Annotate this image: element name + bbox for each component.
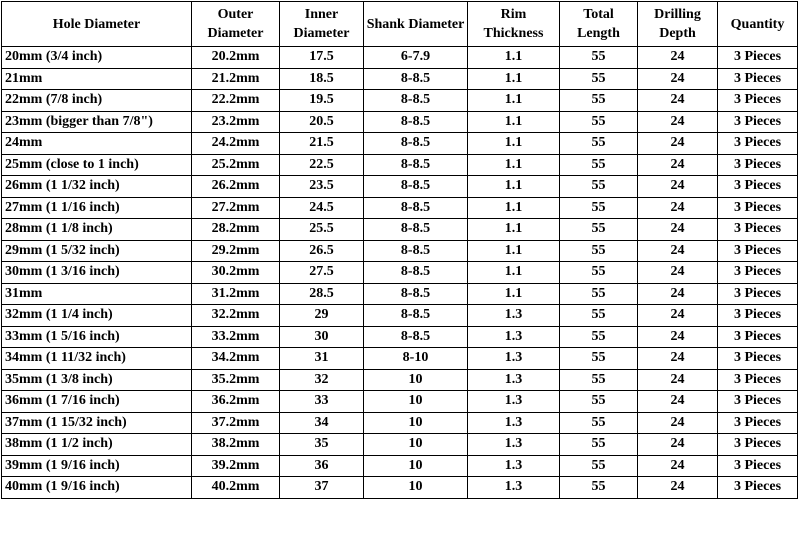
cell-total-length: 55 xyxy=(560,111,638,133)
cell-inner-diameter: 19.5 xyxy=(280,90,364,112)
table-row xyxy=(2,47,798,69)
cell-quantity: 3 Pieces xyxy=(718,434,798,456)
cell-drilling-depth: 24 xyxy=(638,348,718,370)
table-row xyxy=(2,90,798,112)
cell-rim-thickness: 1.1 xyxy=(468,197,560,219)
table-row xyxy=(2,219,798,241)
cell-outer-diameter: 31.2mm xyxy=(192,283,280,305)
cell-drilling-depth: 24 xyxy=(638,111,718,133)
cell-shank-diameter: 10 xyxy=(364,412,468,434)
table-row xyxy=(2,154,798,176)
cell-drilling-depth: 24 xyxy=(638,262,718,284)
cell-rim-thickness: 1.1 xyxy=(468,219,560,241)
cell-outer-diameter: 34.2mm xyxy=(192,348,280,370)
cell-inner-diameter: 28.5 xyxy=(280,283,364,305)
cell-drilling-depth: 24 xyxy=(638,176,718,198)
cell-hole-diameter: 31mm xyxy=(2,283,192,305)
cell-outer-diameter: 32.2mm xyxy=(192,305,280,327)
cell-total-length: 55 xyxy=(560,176,638,198)
cell-drilling-depth: 24 xyxy=(638,391,718,413)
cell-total-length: 55 xyxy=(560,68,638,90)
cell-hole-diameter: 34mm (1 11/32 inch) xyxy=(2,348,192,370)
cell-quantity: 3 Pieces xyxy=(718,176,798,198)
cell-hole-diameter: 39mm (1 9/16 inch) xyxy=(2,455,192,477)
cell-shank-diameter: 10 xyxy=(364,477,468,499)
table-body xyxy=(2,47,798,499)
cell-quantity: 3 Pieces xyxy=(718,477,798,499)
cell-quantity: 3 Pieces xyxy=(718,111,798,133)
cell-inner-diameter: 33 xyxy=(280,391,364,413)
header-drilling-depth: Drilling Depth xyxy=(638,2,718,47)
cell-quantity: 3 Pieces xyxy=(718,197,798,219)
cell-hole-diameter: 40mm (1 9/16 inch) xyxy=(2,477,192,499)
cell-outer-diameter: 24.2mm xyxy=(192,133,280,155)
cell-total-length: 55 xyxy=(560,240,638,262)
cell-total-length: 55 xyxy=(560,455,638,477)
header-outer-diameter: Outer Diameter xyxy=(192,2,280,47)
cell-total-length: 55 xyxy=(560,133,638,155)
cell-quantity: 3 Pieces xyxy=(718,412,798,434)
header-rim-thickness: Rim Thickness xyxy=(468,2,560,47)
cell-drilling-depth: 24 xyxy=(638,197,718,219)
cell-shank-diameter: 10 xyxy=(364,391,468,413)
table-row xyxy=(2,326,798,348)
cell-total-length: 55 xyxy=(560,477,638,499)
cell-rim-thickness: 1.1 xyxy=(468,176,560,198)
cell-hole-diameter: 27mm (1 1/16 inch) xyxy=(2,197,192,219)
cell-quantity: 3 Pieces xyxy=(718,219,798,241)
cell-hole-diameter: 25mm (close to 1 inch) xyxy=(2,154,192,176)
header-shank-diameter: Shank Diameter xyxy=(364,2,468,47)
cell-quantity: 3 Pieces xyxy=(718,391,798,413)
cell-drilling-depth: 24 xyxy=(638,68,718,90)
cell-outer-diameter: 29.2mm xyxy=(192,240,280,262)
cell-shank-diameter: 8-8.5 xyxy=(364,176,468,198)
cell-total-length: 55 xyxy=(560,197,638,219)
cell-hole-diameter: 32mm (1 1/4 inch) xyxy=(2,305,192,327)
cell-shank-diameter: 8-8.5 xyxy=(364,219,468,241)
cell-outer-diameter: 20.2mm xyxy=(192,47,280,69)
cell-inner-diameter: 30 xyxy=(280,326,364,348)
cell-inner-diameter: 27.5 xyxy=(280,262,364,284)
cell-drilling-depth: 24 xyxy=(638,305,718,327)
cell-rim-thickness: 1.1 xyxy=(468,262,560,284)
cell-outer-diameter: 25.2mm xyxy=(192,154,280,176)
cell-shank-diameter: 8-8.5 xyxy=(364,111,468,133)
cell-total-length: 55 xyxy=(560,391,638,413)
table-row xyxy=(2,477,798,499)
cell-shank-diameter: 8-8.5 xyxy=(364,154,468,176)
cell-shank-diameter: 8-8.5 xyxy=(364,68,468,90)
cell-total-length: 55 xyxy=(560,283,638,305)
table-row xyxy=(2,434,798,456)
cell-rim-thickness: 1.1 xyxy=(468,240,560,262)
cell-shank-diameter: 8-8.5 xyxy=(364,326,468,348)
cell-outer-diameter: 23.2mm xyxy=(192,111,280,133)
cell-inner-diameter: 36 xyxy=(280,455,364,477)
table-row xyxy=(2,455,798,477)
header-hole-diameter: Hole Diameter xyxy=(2,2,192,47)
cell-hole-diameter: 26mm (1 1/32 inch) xyxy=(2,176,192,198)
cell-outer-diameter: 21.2mm xyxy=(192,68,280,90)
cell-rim-thickness: 1.3 xyxy=(468,391,560,413)
cell-hole-diameter: 37mm (1 15/32 inch) xyxy=(2,412,192,434)
cell-rim-thickness: 1.3 xyxy=(468,477,560,499)
table-row xyxy=(2,305,798,327)
cell-inner-diameter: 26.5 xyxy=(280,240,364,262)
cell-outer-diameter: 36.2mm xyxy=(192,391,280,413)
cell-rim-thickness: 1.1 xyxy=(468,283,560,305)
cell-hole-diameter: 21mm xyxy=(2,68,192,90)
cell-quantity: 3 Pieces xyxy=(718,240,798,262)
table-row xyxy=(2,197,798,219)
cell-outer-diameter: 22.2mm xyxy=(192,90,280,112)
table-row xyxy=(2,369,798,391)
cell-rim-thickness: 1.1 xyxy=(468,111,560,133)
cell-total-length: 55 xyxy=(560,262,638,284)
cell-quantity: 3 Pieces xyxy=(718,154,798,176)
cell-total-length: 55 xyxy=(560,90,638,112)
cell-shank-diameter: 8-8.5 xyxy=(364,90,468,112)
cell-inner-diameter: 17.5 xyxy=(280,47,364,69)
cell-quantity: 3 Pieces xyxy=(718,348,798,370)
cell-outer-diameter: 33.2mm xyxy=(192,326,280,348)
cell-rim-thickness: 1.3 xyxy=(468,326,560,348)
cell-rim-thickness: 1.1 xyxy=(468,90,560,112)
cell-rim-thickness: 1.3 xyxy=(468,434,560,456)
table-row xyxy=(2,391,798,413)
cell-drilling-depth: 24 xyxy=(638,154,718,176)
cell-rim-thickness: 1.3 xyxy=(468,348,560,370)
cell-quantity: 3 Pieces xyxy=(718,283,798,305)
cell-quantity: 3 Pieces xyxy=(718,369,798,391)
cell-outer-diameter: 28.2mm xyxy=(192,219,280,241)
cell-outer-diameter: 37.2mm xyxy=(192,412,280,434)
cell-shank-diameter: 8-8.5 xyxy=(364,305,468,327)
cell-inner-diameter: 37 xyxy=(280,477,364,499)
cell-drilling-depth: 24 xyxy=(638,283,718,305)
cell-drilling-depth: 24 xyxy=(638,455,718,477)
cell-hole-diameter: 36mm (1 7/16 inch) xyxy=(2,391,192,413)
cell-shank-diameter: 8-8.5 xyxy=(364,240,468,262)
table-row xyxy=(2,111,798,133)
cell-quantity: 3 Pieces xyxy=(718,262,798,284)
cell-total-length: 55 xyxy=(560,434,638,456)
cell-rim-thickness: 1.3 xyxy=(468,455,560,477)
cell-inner-diameter: 25.5 xyxy=(280,219,364,241)
header-row xyxy=(2,2,798,47)
cell-rim-thickness: 1.3 xyxy=(468,305,560,327)
cell-inner-diameter: 35 xyxy=(280,434,364,456)
cell-hole-diameter: 23mm (bigger than 7/8") xyxy=(2,111,192,133)
cell-shank-diameter: 10 xyxy=(364,369,468,391)
table-row xyxy=(2,348,798,370)
cell-outer-diameter: 27.2mm xyxy=(192,197,280,219)
header-total-length: Total Length xyxy=(560,2,638,47)
cell-inner-diameter: 18.5 xyxy=(280,68,364,90)
table-row xyxy=(2,283,798,305)
header-quantity: Quantity xyxy=(718,2,798,47)
cell-rim-thickness: 1.1 xyxy=(468,68,560,90)
cell-quantity: 3 Pieces xyxy=(718,455,798,477)
cell-hole-diameter: 22mm (7/8 inch) xyxy=(2,90,192,112)
cell-shank-diameter: 8-8.5 xyxy=(364,133,468,155)
cell-total-length: 55 xyxy=(560,326,638,348)
cell-shank-diameter: 10 xyxy=(364,434,468,456)
cell-rim-thickness: 1.1 xyxy=(468,154,560,176)
cell-drilling-depth: 24 xyxy=(638,240,718,262)
cell-drilling-depth: 24 xyxy=(638,133,718,155)
cell-rim-thickness: 1.1 xyxy=(468,133,560,155)
cell-shank-diameter: 8-8.5 xyxy=(364,283,468,305)
cell-outer-diameter: 40.2mm xyxy=(192,477,280,499)
cell-outer-diameter: 30.2mm xyxy=(192,262,280,284)
table-row xyxy=(2,176,798,198)
cell-drilling-depth: 24 xyxy=(638,47,718,69)
cell-shank-diameter: 8-8.5 xyxy=(364,262,468,284)
cell-inner-diameter: 32 xyxy=(280,369,364,391)
table-row xyxy=(2,133,798,155)
cell-hole-diameter: 20mm (3/4 inch) xyxy=(2,47,192,69)
cell-quantity: 3 Pieces xyxy=(718,305,798,327)
cell-hole-diameter: 28mm (1 1/8 inch) xyxy=(2,219,192,241)
cell-rim-thickness: 1.3 xyxy=(468,412,560,434)
cell-rim-thickness: 1.3 xyxy=(468,369,560,391)
cell-quantity: 3 Pieces xyxy=(718,90,798,112)
cell-hole-diameter: 35mm (1 3/8 inch) xyxy=(2,369,192,391)
cell-outer-diameter: 35.2mm xyxy=(192,369,280,391)
cell-inner-diameter: 34 xyxy=(280,412,364,434)
cell-inner-diameter: 20.5 xyxy=(280,111,364,133)
cell-shank-diameter: 8-10 xyxy=(364,348,468,370)
cell-inner-diameter: 22.5 xyxy=(280,154,364,176)
cell-drilling-depth: 24 xyxy=(638,90,718,112)
cell-total-length: 55 xyxy=(560,369,638,391)
cell-quantity: 3 Pieces xyxy=(718,47,798,69)
cell-hole-diameter: 38mm (1 1/2 inch) xyxy=(2,434,192,456)
cell-drilling-depth: 24 xyxy=(638,326,718,348)
cell-drilling-depth: 24 xyxy=(638,412,718,434)
cell-drilling-depth: 24 xyxy=(638,219,718,241)
cell-total-length: 55 xyxy=(560,412,638,434)
cell-total-length: 55 xyxy=(560,348,638,370)
table-row xyxy=(2,240,798,262)
cell-hole-diameter: 24mm xyxy=(2,133,192,155)
cell-inner-diameter: 23.5 xyxy=(280,176,364,198)
cell-hole-diameter: 33mm (1 5/16 inch) xyxy=(2,326,192,348)
cell-total-length: 55 xyxy=(560,47,638,69)
header-inner-diameter: Inner Diameter xyxy=(280,2,364,47)
cell-inner-diameter: 29 xyxy=(280,305,364,327)
cell-inner-diameter: 24.5 xyxy=(280,197,364,219)
cell-quantity: 3 Pieces xyxy=(718,326,798,348)
cell-outer-diameter: 38.2mm xyxy=(192,434,280,456)
cell-shank-diameter: 6-7.9 xyxy=(364,47,468,69)
cell-hole-diameter: 29mm (1 5/32 inch) xyxy=(2,240,192,262)
table-row xyxy=(2,262,798,284)
cell-drilling-depth: 24 xyxy=(638,369,718,391)
cell-total-length: 55 xyxy=(560,219,638,241)
cell-shank-diameter: 10 xyxy=(364,455,468,477)
cell-drilling-depth: 24 xyxy=(638,477,718,499)
cell-rim-thickness: 1.1 xyxy=(468,47,560,69)
cell-drilling-depth: 24 xyxy=(638,434,718,456)
cell-hole-diameter: 30mm (1 3/16 inch) xyxy=(2,262,192,284)
cell-total-length: 55 xyxy=(560,305,638,327)
cell-quantity: 3 Pieces xyxy=(718,68,798,90)
table-row xyxy=(2,68,798,90)
spec-table xyxy=(1,1,798,499)
cell-inner-diameter: 21.5 xyxy=(280,133,364,155)
cell-total-length: 55 xyxy=(560,154,638,176)
cell-inner-diameter: 31 xyxy=(280,348,364,370)
table-row xyxy=(2,412,798,434)
cell-quantity: 3 Pieces xyxy=(718,133,798,155)
cell-outer-diameter: 39.2mm xyxy=(192,455,280,477)
cell-shank-diameter: 8-8.5 xyxy=(364,197,468,219)
cell-outer-diameter: 26.2mm xyxy=(192,176,280,198)
